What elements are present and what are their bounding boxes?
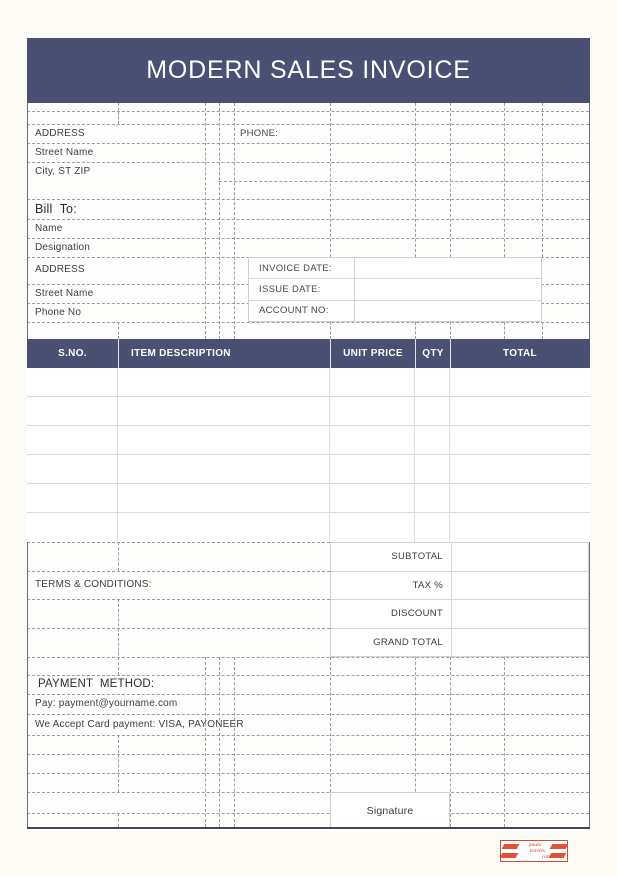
grid-line-vertical — [504, 322, 505, 339]
totals-block — [330, 542, 589, 657]
sender-street: Street Name — [35, 147, 94, 158]
item-row[interactable] — [27, 426, 590, 455]
account-no-label: ACCOUNT NO: — [259, 305, 329, 317]
item-cell[interactable] — [415, 397, 450, 425]
subtotal-label: SUBTOTAL — [391, 551, 443, 563]
grid-line-vertical — [205, 103, 206, 339]
logo — [500, 840, 568, 862]
discount-label: DISCOUNT — [390, 608, 443, 620]
col-header-total: TOTAL — [450, 339, 589, 368]
item-cell[interactable] — [415, 455, 450, 483]
logo-stripe — [500, 853, 519, 858]
phone-label: PHONE: — [240, 128, 279, 139]
item-cell[interactable] — [118, 484, 330, 512]
bottom-rule — [27, 827, 590, 829]
logo-text — [519, 842, 551, 860]
item-cell[interactable] — [330, 455, 415, 483]
header-band — [27, 38, 590, 103]
payment-method-heading: PAYMENT METHOD: — [38, 678, 155, 690]
item-cell[interactable] — [450, 426, 589, 454]
subtotal-value[interactable] — [451, 543, 588, 571]
grid-line-vertical — [450, 657, 451, 827]
issue-date-label: ISSUE DATE: — [259, 283, 321, 295]
bill-to-street: Street Name — [35, 288, 94, 299]
grid-line-vertical — [118, 813, 119, 827]
logo-text-line: paulo — [528, 842, 542, 848]
invoice-sheet — [27, 38, 590, 831]
item-cell[interactable] — [27, 368, 118, 396]
grid-line-vertical — [330, 322, 331, 339]
item-cell[interactable] — [27, 397, 118, 425]
grand-total-value[interactable] — [451, 629, 588, 657]
item-cell[interactable] — [330, 484, 415, 512]
terms-label: TERMS & CONDITIONS: — [35, 579, 152, 590]
item-row[interactable] — [27, 455, 590, 484]
grid-line-horizontal — [219, 181, 589, 182]
item-cell[interactable] — [415, 368, 450, 396]
grid-line-horizontal — [27, 599, 330, 600]
logo-text-line: com — [541, 854, 551, 860]
payment-accept-line: We Accept Card payment: VISA, PAYONEER — [35, 719, 244, 730]
items-table-body — [27, 368, 590, 542]
bill-to-phone: Phone No — [35, 307, 82, 318]
items-table-header — [27, 339, 590, 368]
page-title: MODERN SALES INVOICE — [146, 56, 471, 84]
grid-line-vertical — [118, 322, 119, 339]
item-row[interactable] — [27, 513, 590, 542]
invoice-date-value[interactable] — [354, 258, 541, 278]
grid-line-vertical — [118, 542, 119, 571]
grid-line-vertical — [504, 103, 505, 257]
item-cell[interactable] — [330, 426, 415, 454]
tax-value[interactable] — [451, 572, 588, 600]
item-cell[interactable] — [118, 513, 330, 542]
signature-label: Signature — [366, 804, 414, 817]
grid-line-vertical — [542, 103, 543, 257]
item-cell[interactable] — [415, 426, 450, 454]
invoice-date-label: INVOICE DATE: — [259, 262, 332, 274]
item-cell[interactable] — [118, 397, 330, 425]
item-cell[interactable] — [415, 484, 450, 512]
grid-line-horizontal — [27, 628, 330, 629]
bill-to-heading: Bill To: — [35, 202, 77, 216]
grid-line-vertical — [219, 657, 220, 827]
grid-line-vertical — [450, 322, 451, 339]
logo-stripe — [550, 844, 569, 849]
grid-line-vertical — [542, 322, 543, 339]
item-cell[interactable] — [330, 397, 415, 425]
invoice-meta-box — [248, 257, 542, 322]
sender-address-label: ADDRESS — [35, 128, 85, 139]
discount-row — [331, 600, 588, 629]
item-cell[interactable] — [330, 368, 415, 396]
grid-line-vertical — [504, 657, 505, 827]
signature-box[interactable] — [330, 792, 450, 829]
col-header-unit-price: UNIT PRICE — [330, 339, 415, 368]
item-row[interactable] — [27, 484, 590, 513]
grid-line-vertical — [234, 657, 235, 827]
grid-line-vertical — [415, 103, 416, 257]
item-row[interactable] — [27, 397, 590, 426]
tax-label: TAX % — [412, 579, 443, 591]
item-cell[interactable] — [27, 484, 118, 512]
col-header-qty: QTY — [415, 339, 450, 368]
item-cell[interactable] — [450, 397, 589, 425]
grid-line-vertical — [118, 599, 119, 675]
item-cell[interactable] — [118, 426, 330, 454]
sender-city: City, ST ZIP — [35, 166, 91, 177]
grid-line-horizontal — [27, 542, 330, 543]
bill-to-address-label: ADDRESS — [35, 264, 85, 275]
item-cell[interactable] — [450, 368, 589, 396]
issue-date-row — [249, 279, 541, 300]
grand-total-label: GRAND TOTAL — [373, 636, 443, 648]
discount-value[interactable] — [451, 600, 588, 628]
grid-line-vertical — [415, 322, 416, 339]
item-cell[interactable] — [118, 455, 330, 483]
grid-line-vertical — [330, 657, 331, 792]
bill-to-designation: Designation — [35, 242, 91, 253]
grid-line-vertical — [234, 103, 235, 339]
tax-row — [331, 572, 588, 601]
grid-line-vertical — [118, 103, 119, 124]
account-no-row — [249, 301, 541, 321]
grid-line-vertical — [205, 657, 206, 827]
logo-text-line: travels. — [529, 848, 547, 854]
issue-date-value[interactable] — [354, 279, 541, 299]
bill-to-name: Name — [35, 223, 63, 234]
item-cell[interactable] — [450, 484, 589, 512]
item-cell[interactable] — [27, 513, 118, 542]
item-cell[interactable] — [415, 513, 450, 542]
item-cell[interactable] — [450, 513, 589, 542]
item-cell[interactable] — [450, 455, 589, 483]
grid-line-vertical — [219, 103, 220, 339]
item-cell[interactable] — [118, 368, 330, 396]
account-no-value[interactable] — [354, 301, 541, 321]
item-row[interactable] — [27, 368, 590, 397]
item-cell[interactable] — [330, 513, 415, 542]
logo-stripe — [502, 844, 520, 849]
item-cell[interactable] — [27, 455, 118, 483]
grid-line-vertical — [450, 103, 451, 257]
col-header-sno: S.NO. — [58, 348, 87, 359]
payment-pay-line: Pay: payment@yourname.com — [35, 698, 178, 709]
subtotal-row — [331, 543, 588, 572]
grid-line-vertical — [330, 103, 331, 257]
item-cell[interactable] — [27, 426, 118, 454]
invoice-date-row — [249, 258, 541, 279]
grand-total-row — [331, 629, 588, 657]
logo-stripe — [549, 853, 567, 858]
col-header-description: ITEM DESCRIPTION — [118, 339, 330, 368]
grid-line-vertical — [118, 735, 119, 792]
